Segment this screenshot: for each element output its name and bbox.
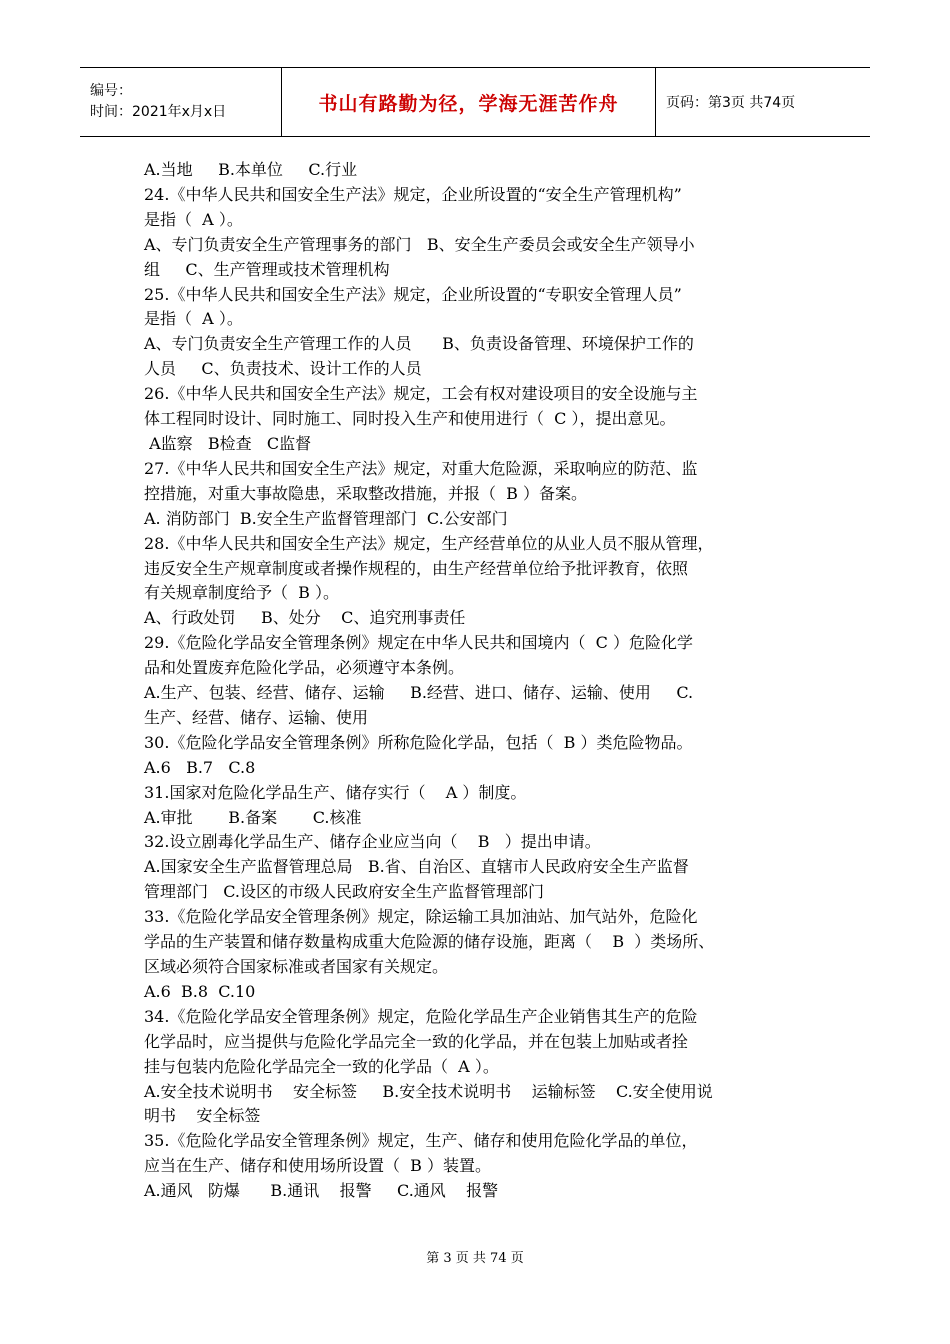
text-line: 体工程同时设计、同时施工、同时投入生产和使用进行（ C ），提出意见。: [144, 409, 676, 429]
text-line: 27.《中华人民共和国安全生产法》规定，对重大危险源，采取响应的防范、监: [144, 458, 698, 478]
text-line: 34.《危险化学品安全管理条例》规定，危险化学品生产企业销售其生产的危险: [144, 1006, 698, 1026]
text-line: A.审批 B.备案 C.核准: [144, 807, 362, 827]
text-line: 明书 安全标签: [144, 1106, 261, 1126]
text-line: 化学品时，应当提供与危险化学品完全一致的化学品，并在包装上加贴或者拴: [144, 1031, 689, 1051]
text-line: A.通风 防爆 B.通讯 报警 C.通风 报警: [144, 1181, 499, 1201]
page-header: [80, 67, 870, 137]
text-line: 有关规章制度给予（ B ）。: [144, 583, 340, 603]
text-line: 25.《中华人民共和国安全生产法》规定，企业所设置的“专职安全管理人员”: [144, 284, 682, 304]
document-code-label: 编号：: [90, 83, 132, 99]
text-line: 生产、经营、储存、运输、使用: [144, 707, 369, 727]
text-line: 28.《中华人民共和国安全生产法》规定，生产经营单位的从业人员不服从管理，: [144, 533, 714, 553]
text-line: A.安全技术说明书 安全标签 B.安全技术说明书 运输标签 C.安全使用说: [144, 1081, 713, 1101]
header-page-cell: [656, 68, 870, 136]
document-date: 时间：2021年x月x日: [90, 104, 227, 120]
header-left-cell: [80, 68, 282, 136]
text-line: 区域必须符合国家标准或者国家有关规定。: [144, 957, 449, 976]
text-line: 品和处置废弃危险化学品，必须遵守本条例。: [144, 658, 465, 678]
text-line: 29.《危险化学品安全管理条例》规定在中华人民共和国境内（ C ）危险化学: [144, 633, 693, 653]
text-line: 35.《危险化学品安全管理条例》规定，生产、储存和使用危险化学品的单位，: [144, 1131, 698, 1151]
text-line: A、行政处罚 B、处分 C、追究刑事责任: [144, 608, 466, 628]
text-line: A.生产、包装、经营、储存、运输 B.经营、进口、储存、运输、使用 C.: [144, 683, 694, 703]
text-line: A、专门负责安全生产管理工作的人员 B、负责设备管理、环境保护工作的: [144, 334, 694, 354]
text-line: 33.《危险化学品安全管理条例》规定，除运输工具加油站、加气站外，危险化: [144, 907, 698, 927]
text-line: 人员 C、负责技术、设计工作的人员: [144, 359, 422, 379]
text-line: 32.设立剧毒化学品生产、储存企业应当向（ B ）提出申请。: [144, 832, 601, 852]
text-line: 学品的生产装置和储存数量构成重大危险源的储存设施，距离（ B ）类场所、: [144, 932, 715, 952]
text-line: A.6 B.7 C.8: [144, 757, 256, 777]
text-line: A.国家安全生产监督管理总局 B.省、自治区、直辖市人民政府安全生产监督: [144, 857, 689, 877]
text-line: 组 C、生产管理或技术管理机构: [144, 259, 390, 279]
text-line: 是指（ A ）。: [144, 209, 243, 229]
text-line: 应当在生产、储存和使用场所设置（ B ）装置。: [144, 1156, 492, 1176]
document-body: [144, 158, 812, 1204]
text-line: A监察 B检查 C监督: [144, 433, 312, 453]
text-line: 30.《危险化学品安全管理条例》所称危险化学品，包括（ B ）类危险物品。: [144, 732, 693, 752]
text-line: A.6 B.8 C.10: [144, 981, 256, 1001]
text-line: 控措施，对重大事故隐患，采取整改措施，并报（ B ）备案。: [144, 483, 588, 503]
text-line: 管理部门 C.设区的市级人民政府安全生产监督管理部门: [144, 882, 545, 902]
text-line: A、专门负责安全生产管理事务的部门 B、安全生产委员会或安全生产领导小: [144, 234, 695, 254]
text-line: 是指（ A ）。: [144, 309, 243, 329]
text-line: 31.国家对危险化学品生产、储存实行（ A ）制度。: [144, 782, 527, 802]
text-line: 26.《中华人民共和国安全生产法》规定，工会有权对建设项目的安全设施与主: [144, 384, 698, 404]
text-line: A. 消防部门 B.安全生产监督管理部门 C.公安部门: [144, 508, 508, 528]
text-line: A.当地 B.本单位 C.行业: [144, 160, 358, 179]
text-line: 违反安全生产规章制度或者操作规程的，由生产经营单位给予批评教育，依照: [144, 558, 689, 578]
header-motto-cell: [282, 68, 656, 136]
text-line: 24.《中华人民共和国安全生产法》规定，企业所设置的“安全生产管理机构”: [144, 184, 682, 204]
header-page-info: 页码：第3页 共74页: [666, 95, 796, 111]
header-motto: 书山有路勤为径，学海无涯苦作舟: [318, 92, 619, 115]
text-line: 挂与包装内危险化学品完全一致的化学品（ A ）。: [144, 1056, 499, 1076]
page-footer: 第 3 页 共 74 页: [426, 1251, 524, 1266]
